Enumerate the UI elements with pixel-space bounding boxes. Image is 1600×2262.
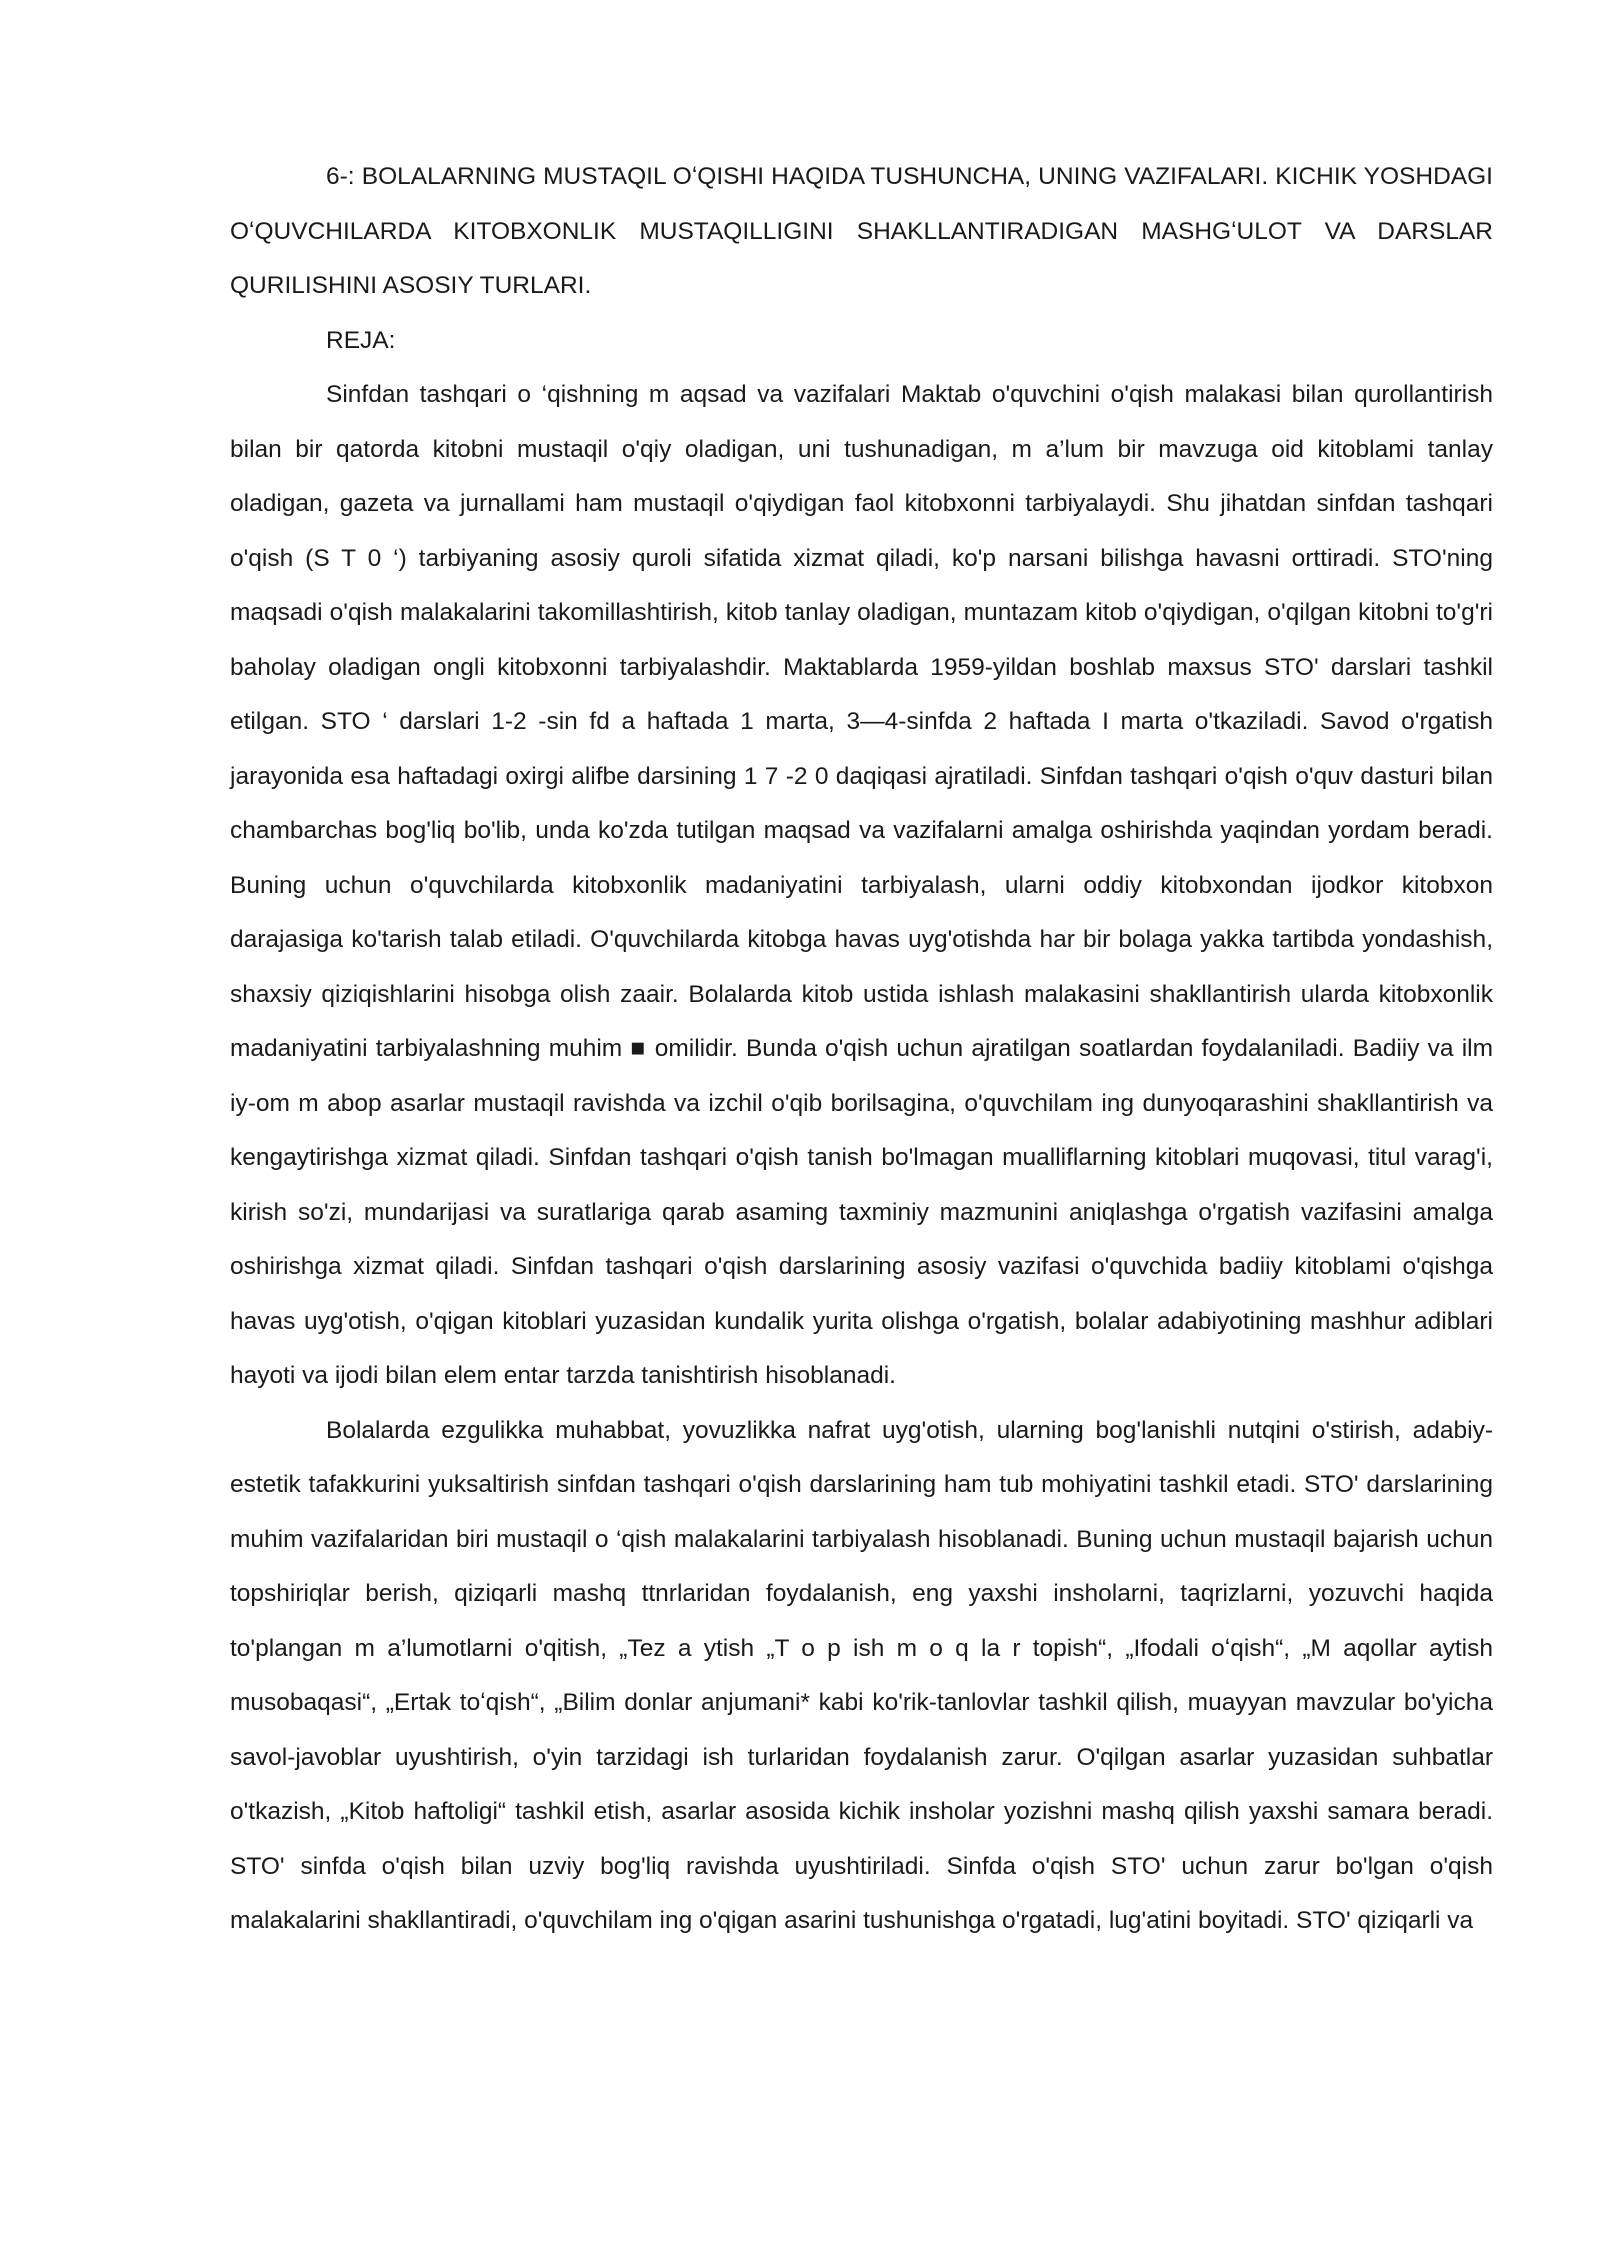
body-paragraph-1: Sinfdan tashqari o ‘qishning m aqsad va vazifalari Maktab o'quvchini o'qish malakasi bilan qurollantirish bilan bir qatorda kitobni mustaqil o'qiy oladigan, uni tushunadigan, m a’lum bir mavzuga oid kitoblami tanlay oladigan, gazeta va jurnallami ham mustaqil o'qiydigan faol kitobxonni tarbiyalaydi. Shu jihatdan sinfdan tashqari o'qish (S T 0 ‘) tarbiyaning asosiy quroli sifatida xizmat qiladi, ko'p narsani bilishga havasni orttiradi. STO'ning maqsadi o'qish malakalarini takomillashtirish, kitob tanlay oladigan, muntazam kitob o'qiydigan, o'qilgan kitobni to'g'ri baholay oladigan ongli kitobxonni tarbiyalashdir. Maktablarda 1959-yildan boshlab maxsus STO' darslari tashkil etilgan. STO ‘ darslari 1-2 -sin fd a haftada 1 marta, 3—4-sinfda 2 haftada I marta o'tkaziladi. Savod o'rgatish jarayonida esa haftadagi oxirgi alifbe darsining 1 7 -2 0 daqiqasi ajratiladi. Sinfdan tashqari o'qish o'quv dasturi bilan chambarchas bog'liq bo'lib, unda ko'zda tutilgan maqsad va vazifalarni amalga oshirishda yaqindan yordam beradi. Buning uchun o'quvchilarda kitobxonlik madaniyatini tarbiyalash, ularni oddiy kitobxondan ijodkor kitobxon darajasiga ko'tarish talab etiladi. O'quvchilarda kitobga havas uyg'otishda har bir bolaga yakka tartibda yondashish, shaxsiy qiziqishlarini hisobga olish zaair. Bolalarda kitob ustida ishlash malakasini shakllantirish ularda kitobxonlik madaniyatini tarbiyalashning muhim ■ omilidir. Bunda o'qish uchun ajratilgan soatlardan foydalaniladi. Badiiy va ilm iy-om m abop asarlar mustaqil ravishda va izchil o'qib borilsagina, o'quvchilam ing dunyoqarashini shakllantirish va kengaytirishga xizmat qiladi. Sinfdan tashqari o'qish tanish bo'lmagan mualliflarning kitoblari muqovasi, titul varag'i, kirish so'zi, mundarijasi va suratlariga qarab asaming taxminiy mazmunini aniqlashga o'rgatish vazifasini amalga oshirishga xizmat qiladi. Sinfdan tashqari o'qish darslarining asosiy vazifasi o'quvchida badiiy kitoblami o'qishga havas uyg'otish, o'qigan kitoblari yuzasidan kundalik yurita olishga o'rgatish, bolalar adabiyotining mashhur adiblari hayoti va ijodi bilan elem entar tarzda tanishtirish hisoblanadi. xyxy=(230,381,1493,1389)
plan-label: REJA: xyxy=(326,326,396,354)
document-page xyxy=(230,150,1493,1949)
document-heading: 6-: BOLALARNING MUSTAQIL OʻQISHI HAQIDA TUSHUNCHA, UNING VAZIFALARI. KICHIK YOSHDAGI OʻQUVCHILARDA KITOBXONLIK MUSTAQILLIGINI SHAKLLANTIRADIGAN MASHGʻULOT VA DARSLAR QURILISHINI ASOSIY TURLARI. xyxy=(230,163,1493,299)
body-paragraph-2: Bolalarda ezgulikka muhabbat, yovuzlikka nafrat uyg'otish, ularning bog'lanishli nutqini o'stirish, adabiy-estetik tafakkurini yuksaltirish sinfdan tashqari o'qish darslarining ham tub mohiyatini tashkil etadi. STO' darslarining muhim vazifalaridan biri mustaqil o ‘qish malakalarini tarbiyalash hisoblanadi. Buning uchun mustaqil bajarish uchun topshiriqlar berish, qiziqarli mashq ttnrlaridan foydalanish, eng yaxshi insholarni, taqrizlarni, yozuvchi haqida to'plangan m a’lumotlarni o'qitish, „Tez a ytish „T o p ish m o q la r topish“, „Ifodali oʻqish“, „M aqollar aytish musobaqasi“, „Ertak toʻqish“, „Bilim donlar anjumani* kabi ko'rik-tanlovlar tashkil qilish, muayyan mavzular bo'yicha savol-javoblar uyushtirish, o'yin tarzidagi ish turlaridan foydalanish zarur. O'qilgan asarlar yuzasidan suhbatlar o'tkazish, „Kitob haftoligi“ tashkil etish, asarlar asosida kichik insholar yozishni mashq qilish yaxshi samara beradi. STO' sinfda o'qish bilan uzviy bog'liq ravishda uyushtiriladi. Sinfda o'qish STO' uchun zarur bo'lgan o'qish malakalarini shakllantiradi, o'quvchilam ing o'qigan asarini tushunishga o'rgatadi, lug'atini boyitadi. STO' qiziqarli va xyxy=(230,1416,1493,1934)
